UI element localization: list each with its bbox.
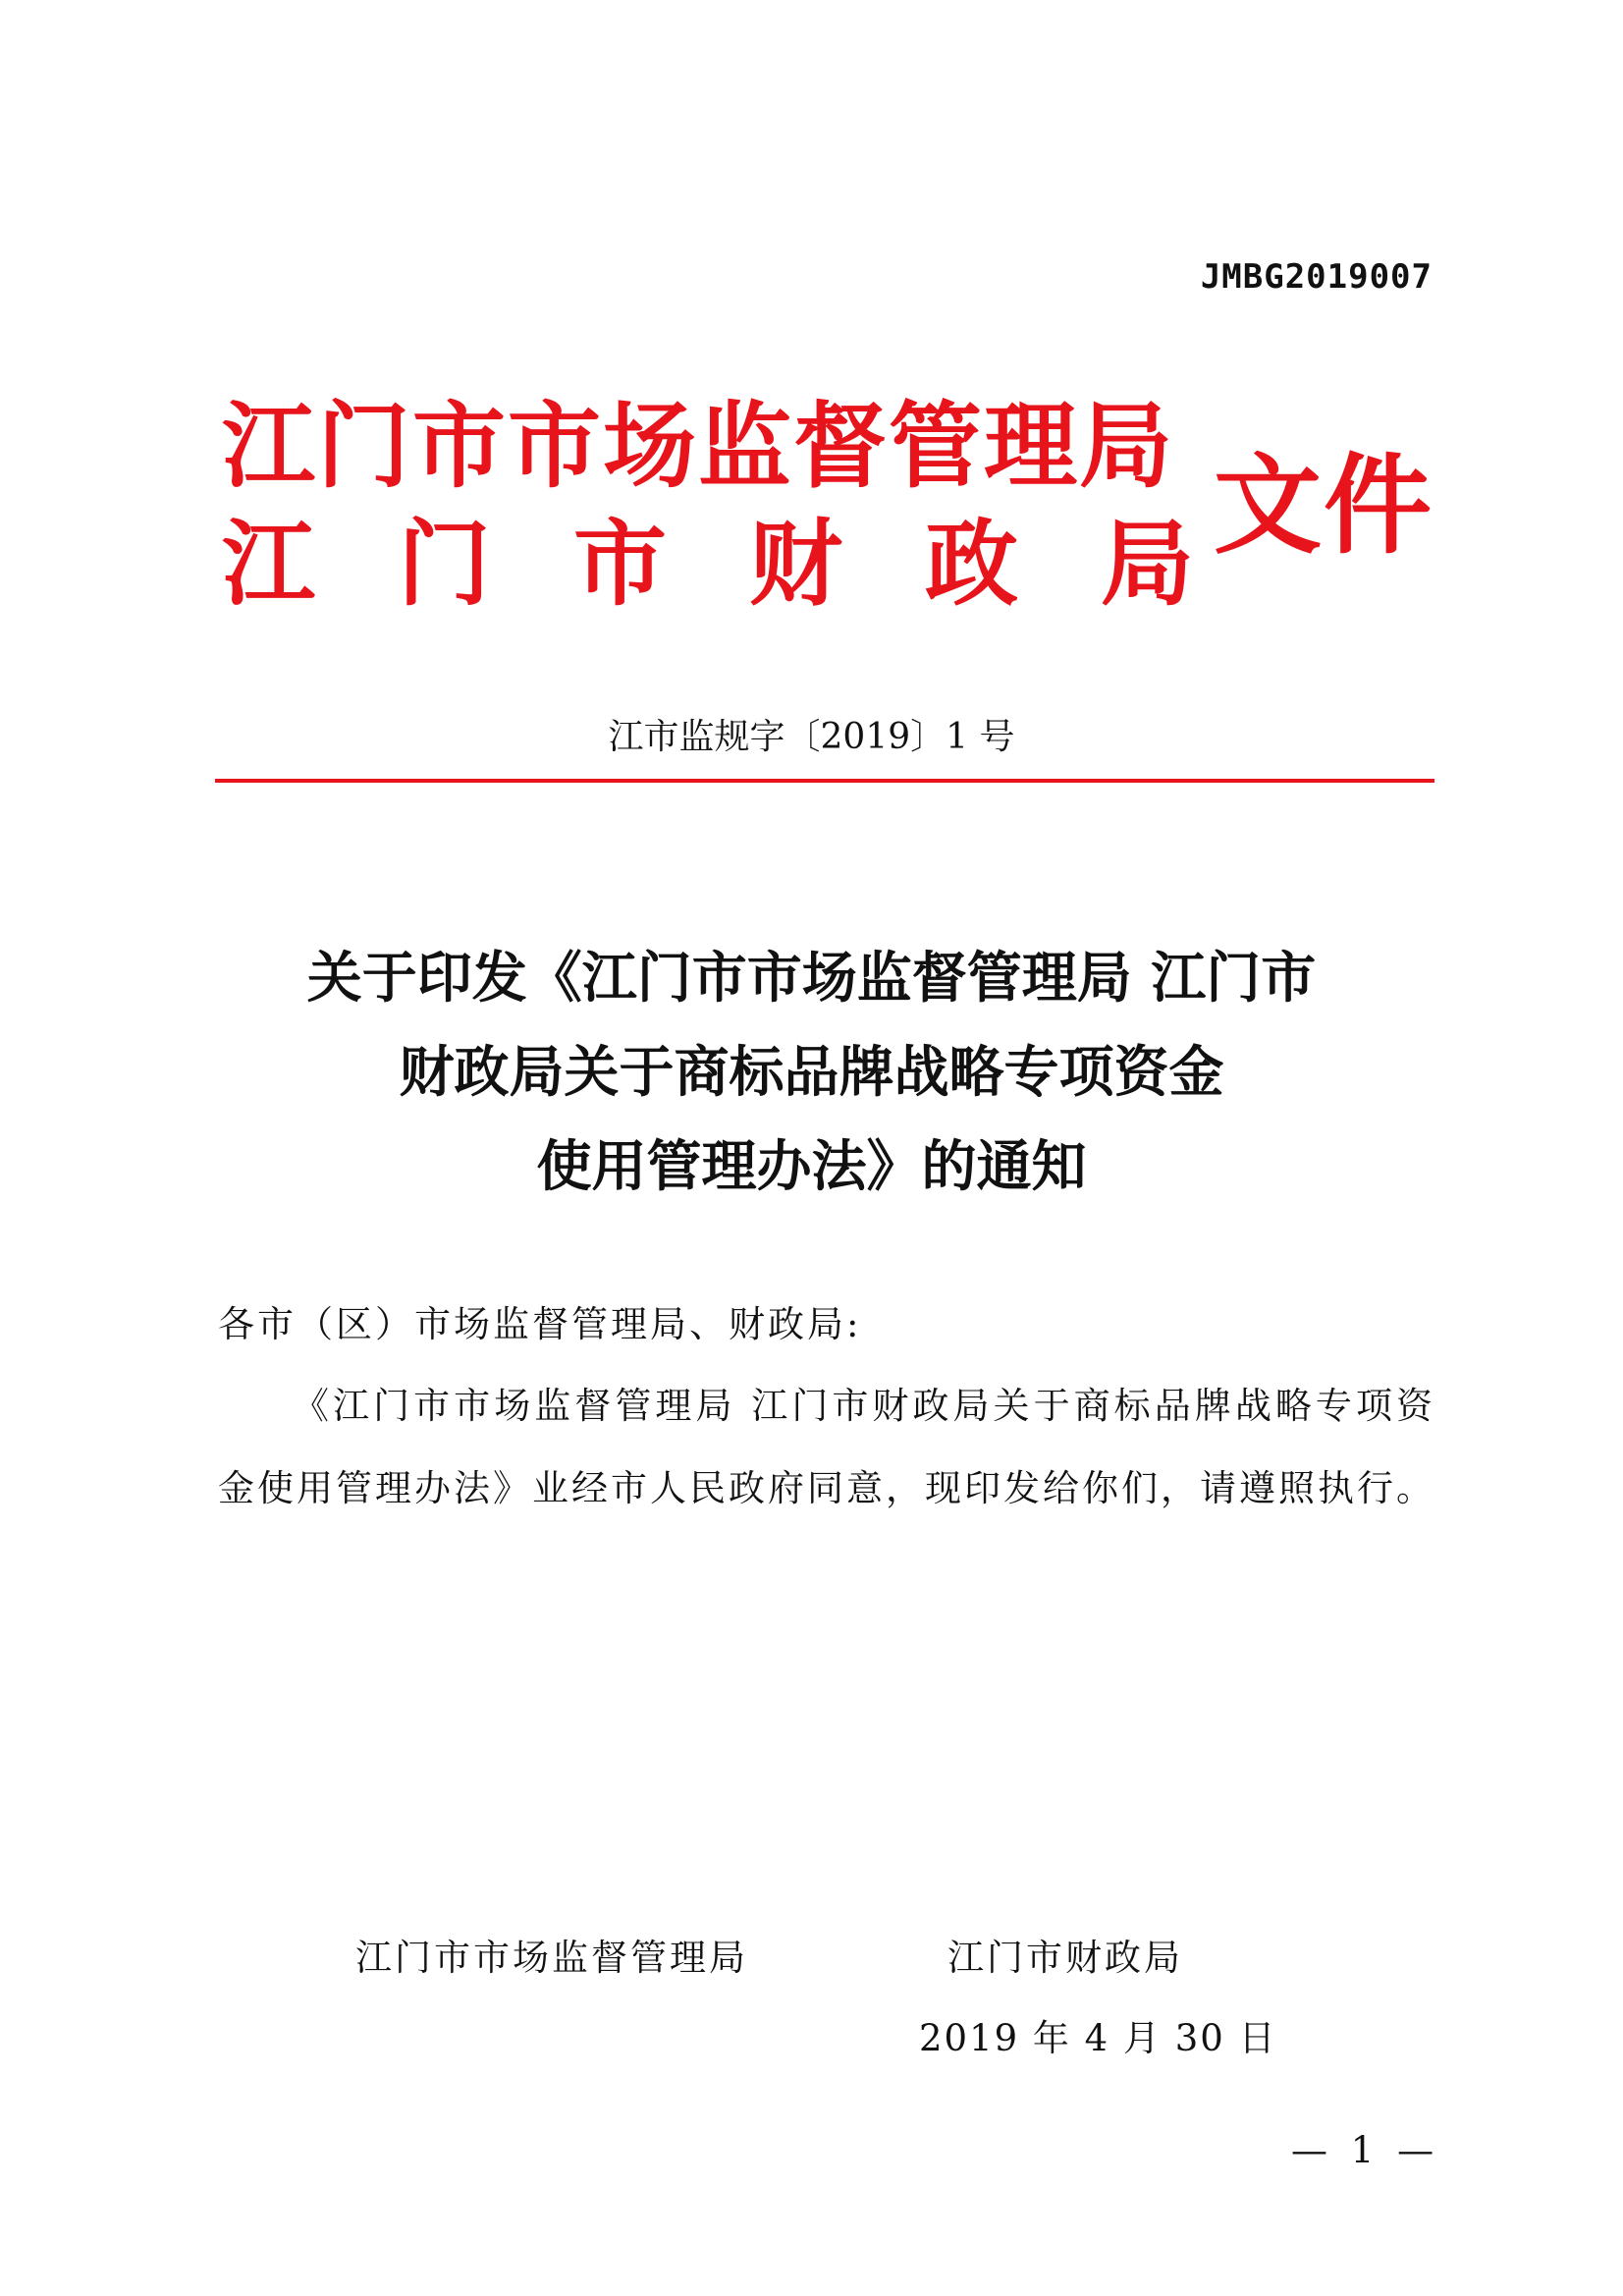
page-number: — 1 — — [1291, 2129, 1440, 2171]
document-code: JMBG2019007 — [1200, 257, 1433, 297]
salutation: 各市（区）市场监督管理局、财政局: — [218, 1303, 862, 1345]
issuer-header — [222, 392, 1439, 633]
issuer-finance-bureau — [222, 510, 1194, 619]
issuer-char: 江 — [222, 510, 316, 619]
body-paragraph: 《江门市市场监督管理局 江门市财政局关于商标品牌战略专项资金使用管理办法》业经市人民政府同意，现印发给你们，请遵照执行。 — [218, 1385, 1435, 1509]
document-title — [0, 931, 1623, 1214]
issuer-char: 门 — [397, 510, 491, 619]
signature-market-regulation: 江门市市场监督管理局 — [355, 1937, 748, 1979]
red-divider — [215, 779, 1434, 783]
issuer-char: 政 — [924, 510, 1018, 619]
title-line: 使用管理办法》的通知 — [536, 1134, 1087, 1199]
issuer-char: 局 — [1100, 510, 1194, 619]
issuer-char: 市 — [572, 510, 667, 619]
issuer-market-regulation: 江门市市场监督管理局 — [222, 392, 1175, 501]
issuer-char: 财 — [748, 510, 842, 619]
document-type-label: 文件 — [1214, 442, 1434, 569]
title-line: 财政局关于商标品牌战略专项资金 — [399, 1040, 1224, 1105]
signature-date: 2019 年 4 月 30 日 — [919, 2017, 1277, 2059]
document-number: 江市监规字〔2019〕1 号 — [608, 717, 1015, 757]
signature-finance-bureau: 江门市财政局 — [947, 1937, 1183, 1979]
title-line: 关于印发《江门市市场监督管理局 江门市 — [306, 946, 1317, 1011]
